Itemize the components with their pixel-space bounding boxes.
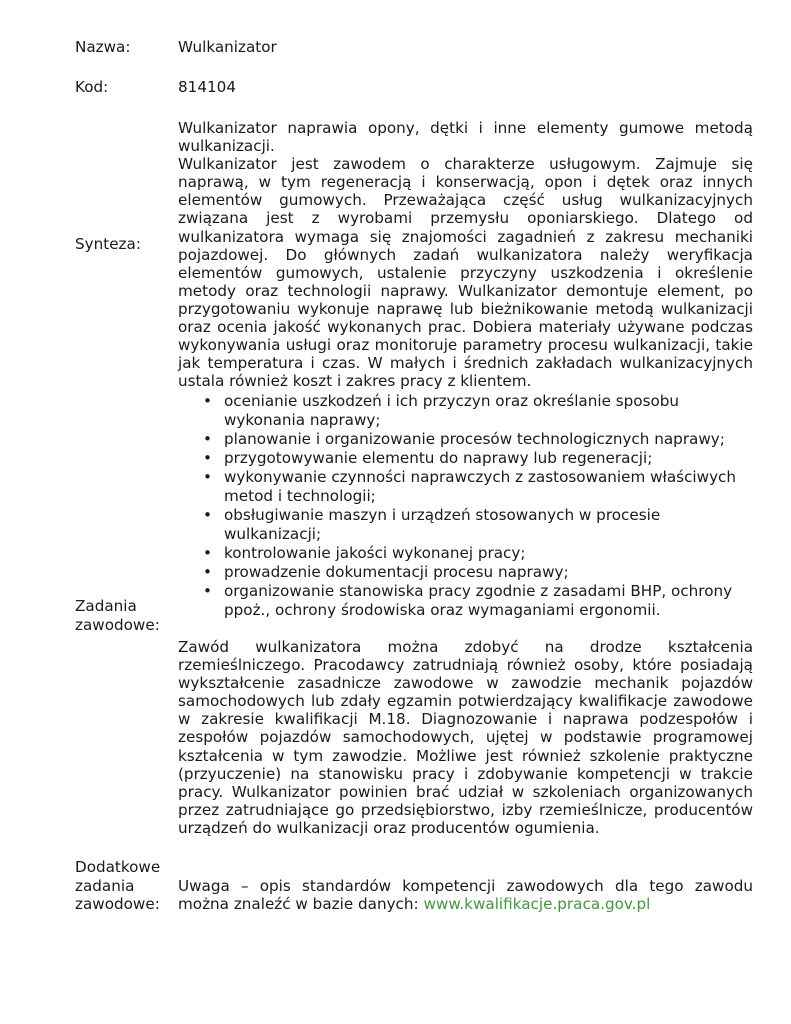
- list-item-text: planowanie i organizowanie procesów technologicznych naprawy;: [224, 430, 725, 448]
- bullet-icon: •: [203, 392, 212, 410]
- bullet-icon: •: [203, 563, 212, 581]
- additional-note-paragraph: [178, 877, 753, 913]
- bullet-icon: •: [203, 582, 212, 600]
- bullet-icon: •: [203, 506, 212, 524]
- kwalifikacje-link[interactable]: www.kwalifikacje.praca.gov.pl: [423, 895, 651, 914]
- list-item-text: ocenianie uszkodzeń i ich przyczyn oraz określanie sposobu wykonania naprawy;: [224, 392, 680, 429]
- list-item: [178, 544, 753, 563]
- additional-label: [75, 858, 160, 914]
- additional-note: [178, 877, 753, 913]
- additional-label-line-1: Dodatkowe: [75, 858, 161, 876]
- tasks-label-line-1: Zadania: [75, 597, 137, 615]
- bullet-icon: •: [203, 468, 212, 486]
- synthesis-text: [178, 119, 753, 390]
- list-item: [178, 468, 753, 506]
- synthesis-label: Synteza:: [75, 235, 141, 253]
- synthesis-paragraph-2: Wulkanizator jest zawodem o charakterze usługowym. Zajmuje się naprawą, w tym regeneracją i konserwacją, opon i dętek oraz innych elementów gumowych. Przeważająca część usług wulkanizacyjnych związana jest z wyrobami przemysłu oponiarskiego. Dlatego od wulkanizatora wymaga się znajomości zagadnień z zakresu mechaniki pojazdowej. Do głównych zadań wulkanizatora należy weryfikacja elementów gumowych, ustalenie przyczyny uszkodzenia i określenie metody oraz technologii naprawy. Wulkanizator demontuje element, po przygotowaniu wykonuje naprawę lub bieżnikowanie metodą wulkanizacji oraz ocenia jakość wykonanych prac. Dobiera materiały używane podczas wykonywania usługi oraz monitoruje parametry procesu wulkanizacji, takie jak temperatura i czas. W małych i średnich zakładach wulkanizacyjnych ustala również koszt i zakres pracy z klientem.: [178, 155, 753, 391]
- list-item: [178, 563, 753, 582]
- tasks-label: [75, 597, 160, 634]
- list-item: [178, 392, 753, 430]
- additional-text: [178, 638, 753, 837]
- list-item-text: kontrolowanie jakości wykonanej pracy;: [224, 544, 526, 562]
- list-item-text: organizowanie stanowiska pracy zgodnie z zasadami BHP, ochrony ppoż., ochrony środowiska oraz wymaganiami ergonomii.: [224, 582, 733, 619]
- bullet-icon: •: [203, 430, 212, 448]
- note-text: Uwaga – opis standardów kompetencji zawodowych dla tego zawodu można znaleźć w bazie danych:: [178, 877, 753, 914]
- name-label: Nazwa:: [75, 38, 131, 56]
- list-item-text: przygotowywanie elementu do naprawy lub regeneracji;: [224, 449, 653, 467]
- list-item: [178, 430, 753, 449]
- name-value: Wulkanizator: [178, 38, 277, 56]
- additional-label-line-2: zadania: [75, 876, 135, 895]
- synthesis-paragraph-1: Wulkanizator naprawia opony, dętki i inne elementy gumowe metodą wulkanizacji.: [178, 119, 753, 156]
- code-label: Kod:: [75, 78, 109, 96]
- bullet-icon: •: [203, 449, 212, 467]
- list-item-text: obsługiwanie maszyn i urządzeń stosowanych w procesie wulkanizacji;: [224, 506, 661, 543]
- tasks-label-line-2: zawodowe:: [75, 615, 160, 634]
- list-item: [178, 582, 753, 620]
- code-value: 814104: [178, 78, 236, 96]
- additional-paragraph: Zawód wulkanizatora można zdobyć na drodze kształcenia rzemieślniczego. Pracodawcy zatrudniają również osoby, które posiadają wykształcenie zasadnicze zawodowe w zawodzie mechanik pojazdów samochodowych lub zdały egzamin potwierdzający kwalifikacje zawodowe w zakresie kwalifikacji M.18. Diagnozowanie i naprawa podzespołów i zespołów pojazdów samochodowych, ujętej w podstawie programowej kształcenia w tym zawodzie. Możliwe jest również szkolenie praktyczne (przyuczenie) na stanowisku pracy i zdobywanie kompetencji w trakcie pracy. Wulkanizator powinien brać udział w szkoleniach organizowanych przez zatrudniające go przedsiębiorstwo, izby rzemieślnicze, producentów urządzeń do wulkanizacji oraz producentów ogumienia.: [178, 638, 753, 837]
- list-item-text: prowadzenie dokumentacji procesu naprawy;: [224, 563, 569, 581]
- list-item: [178, 449, 753, 468]
- bullet-icon: •: [203, 544, 212, 562]
- list-item-text: wykonywanie czynności naprawczych z zastosowaniem właściwych metod i technologii;: [224, 468, 737, 505]
- tasks-list: [178, 392, 753, 620]
- additional-label-line-3: zawodowe:: [75, 895, 160, 913]
- list-item: [178, 506, 753, 544]
